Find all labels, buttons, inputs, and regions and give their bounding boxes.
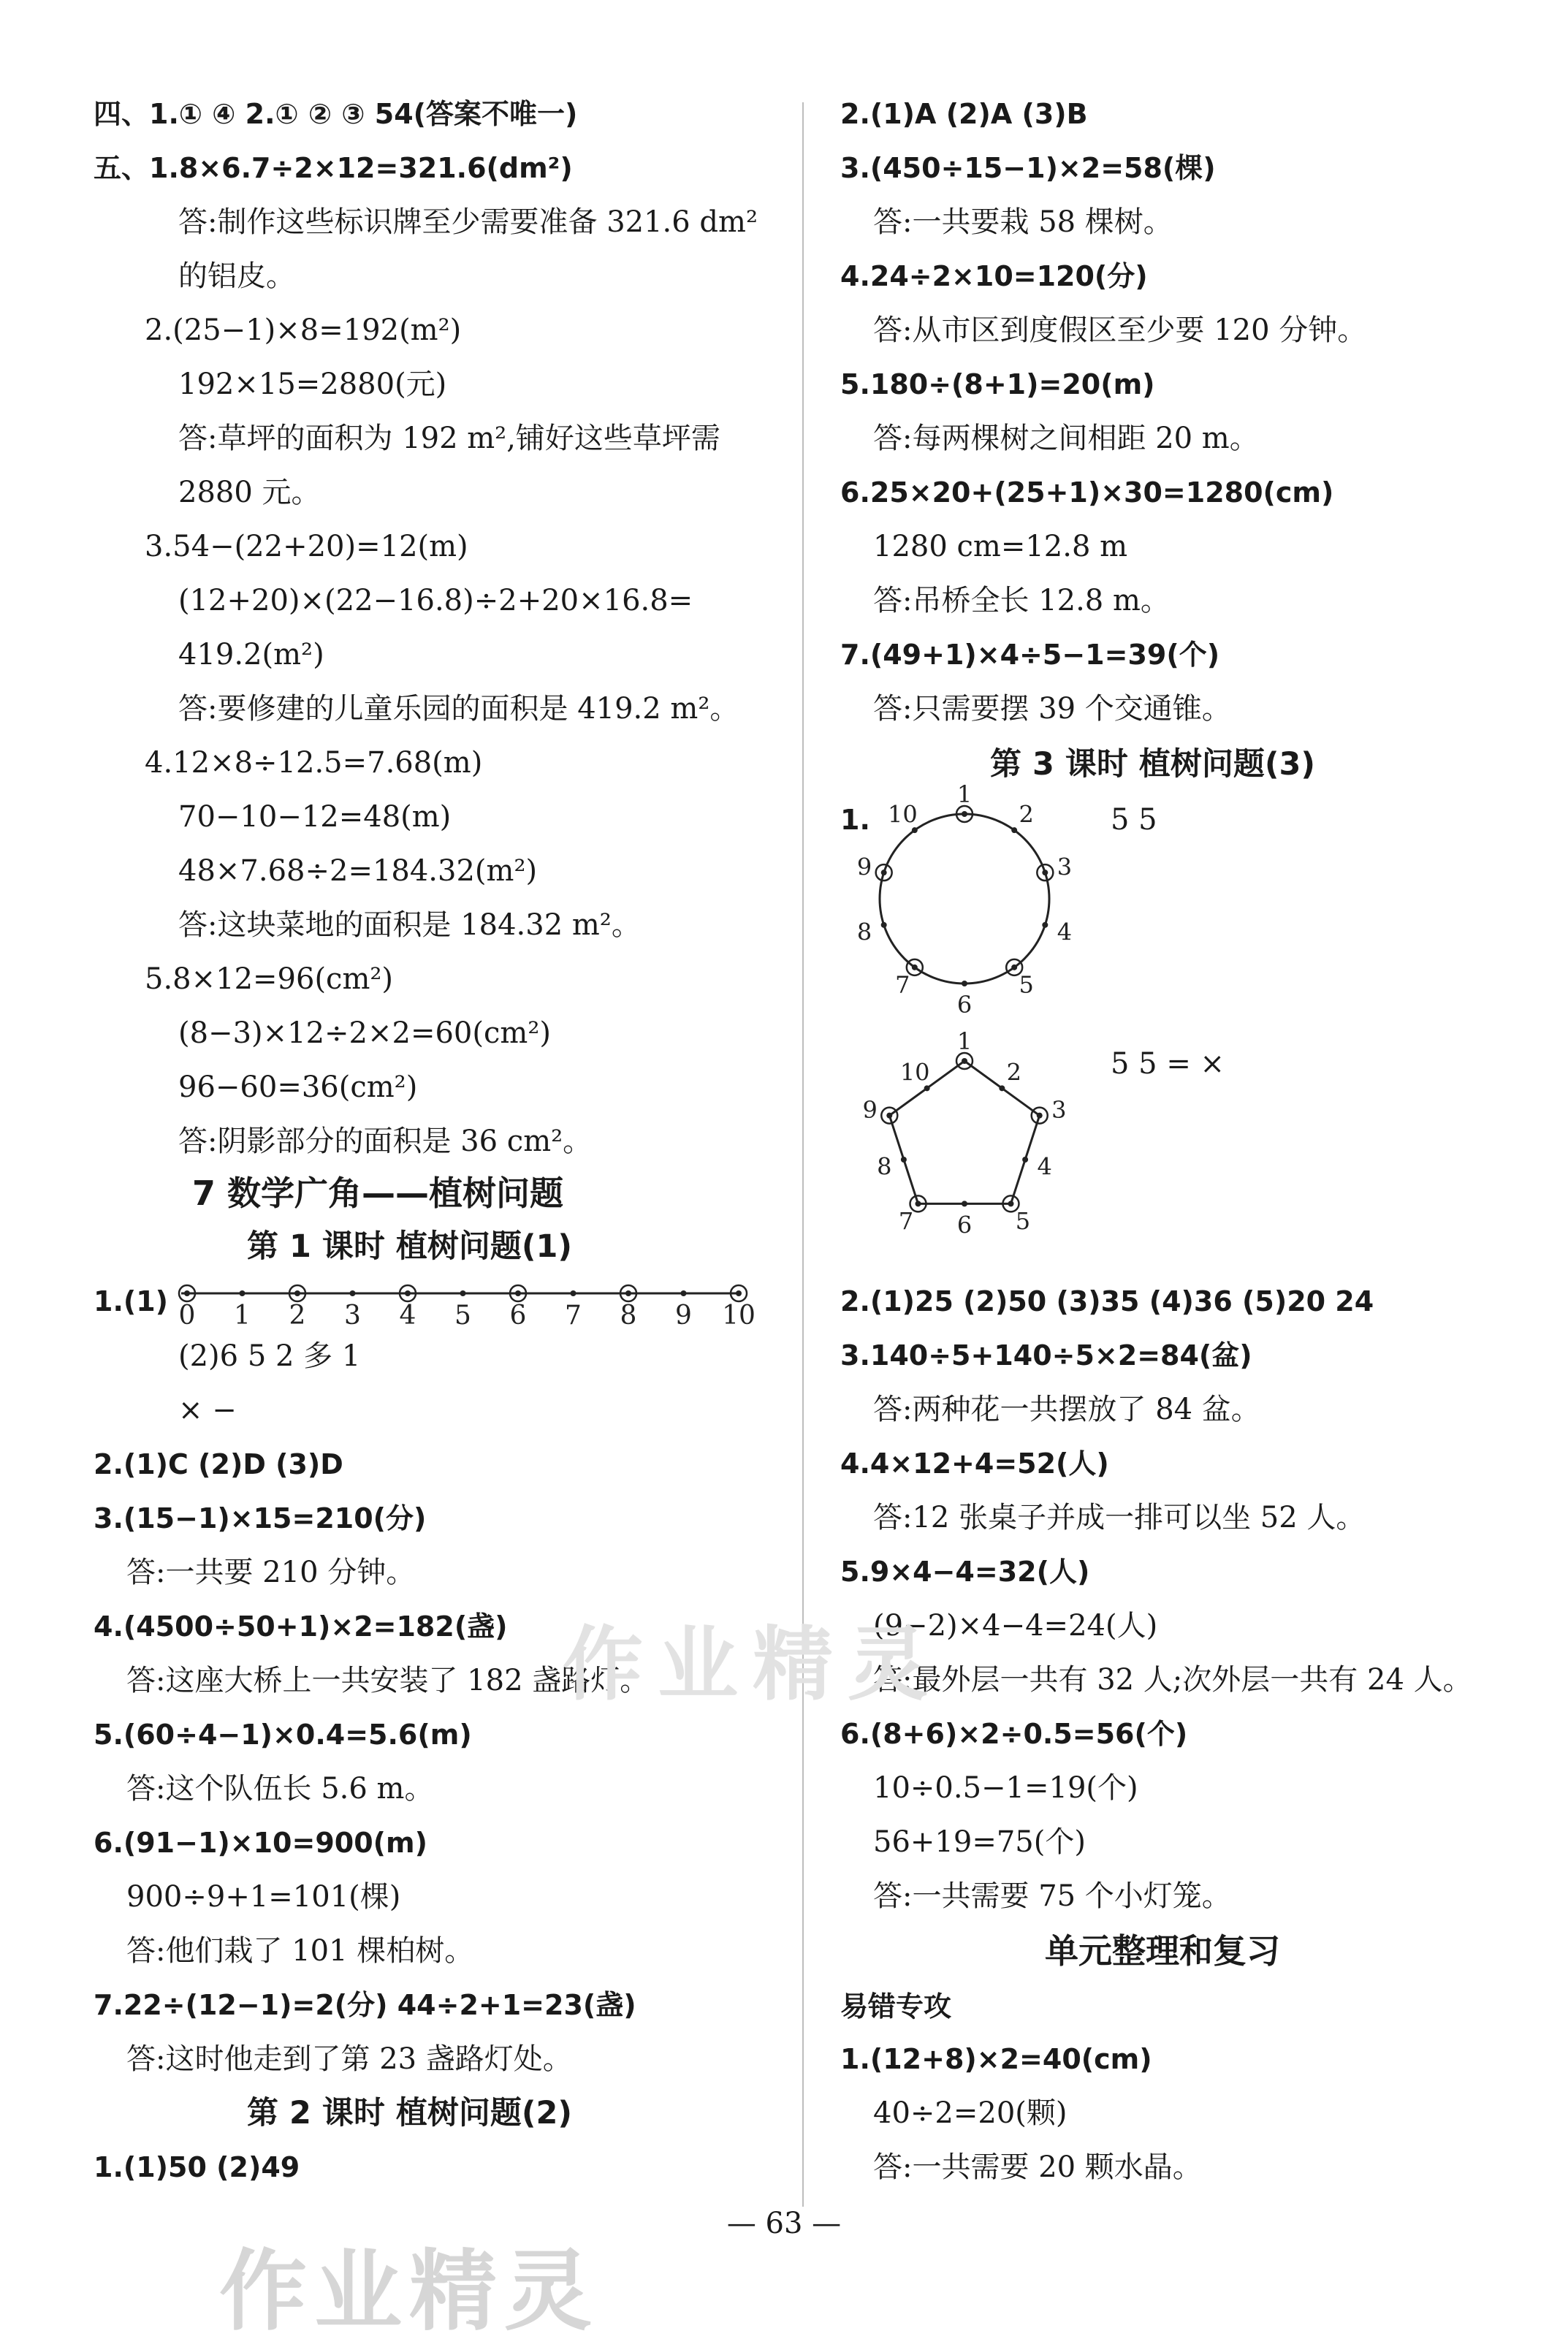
answer-line: 答:要修建的儿童乐园的面积是 419.2 m²。 bbox=[178, 692, 739, 726]
answer-line: 答:这块菜地的面积是 184.32 m²。 bbox=[178, 908, 641, 942]
pentagon-planting-figure bbox=[862, 1027, 1067, 1242]
answer-line: 答:一共要 210 分钟。 bbox=[126, 1556, 416, 1589]
answer-line: 答:一共需要 75 个小灯笼。 bbox=[873, 1879, 1231, 1913]
answer-line: (9−2)×4−4=24(人) bbox=[873, 1609, 1158, 1643]
answer-line: 答:吊桥全长 12.8 m。 bbox=[873, 584, 1170, 617]
column-divider bbox=[802, 102, 804, 2207]
answer-line: 2.(25−1)×8=192(m²) bbox=[145, 313, 462, 347]
answer-line: 答:阴影部分的面积是 36 cm²。 bbox=[178, 1125, 593, 1158]
circle-label: 1 bbox=[956, 780, 973, 808]
answer-line: 6.25×20+(25+1)×30=1280(cm) bbox=[840, 476, 1334, 509]
section-title: 单元整理和复习 bbox=[1045, 1931, 1280, 1971]
pentagon-label: 4 bbox=[1037, 1152, 1052, 1181]
pentagon-point bbox=[1008, 1201, 1013, 1206]
answer-line: 5.(60÷4−1)×0.4=5.6(m) bbox=[94, 1719, 472, 1751]
answer-line: 五、1.8×6.7÷2×12=321.6(dm²) bbox=[94, 152, 573, 184]
circle-label: 10 bbox=[887, 800, 918, 829]
number-line-label: 9 bbox=[675, 1301, 692, 1331]
pentagon-label: 8 bbox=[877, 1152, 892, 1181]
answer-line: 5.9×4−4=32(人) bbox=[840, 1556, 1090, 1588]
blank-answer: 5 5 = × bbox=[1111, 1047, 1225, 1081]
answer-line: 3.54−(22+20)=12(m) bbox=[145, 530, 468, 563]
blank-answer: 5 5 bbox=[1111, 803, 1157, 837]
answer-line: 答:一共要栽 58 棵树。 bbox=[873, 205, 1173, 239]
number-line-point bbox=[571, 1290, 576, 1296]
answer-line: 70−10−12=48(m) bbox=[178, 800, 452, 834]
circle-label: 5 bbox=[1019, 970, 1034, 999]
circle-point bbox=[962, 981, 967, 986]
pentagon-label: 1 bbox=[956, 1027, 973, 1055]
question-label: 1.(1) bbox=[94, 1285, 169, 1317]
answer-line: 答:他们栽了 101 棵柏树。 bbox=[126, 1934, 474, 1968]
answer-line: 3.140÷5+140÷5×2=84(盆) bbox=[840, 1339, 1252, 1372]
answer-line: (8−3)×12÷2×2=60(cm²) bbox=[178, 1016, 551, 1050]
answer-line: 48×7.68÷2=184.32(m²) bbox=[178, 854, 538, 888]
pentagon-label: 5 bbox=[1015, 1207, 1031, 1236]
answer-line: 的铝皮。 bbox=[178, 259, 295, 293]
pentagon-point bbox=[962, 1201, 967, 1206]
number-line-label: 7 bbox=[565, 1301, 582, 1331]
answer-line: 4.24÷2×10=120(分) bbox=[840, 260, 1148, 292]
circle-point bbox=[1011, 827, 1017, 833]
answer-line: 5.180÷(8+1)=20(m) bbox=[840, 368, 1155, 400]
answer-line: 2.(1)25 (2)50 (3)35 (4)36 (5)20 24 bbox=[840, 1285, 1374, 1317]
pentagon-point bbox=[1022, 1157, 1028, 1163]
pentagon-label: 3 bbox=[1051, 1095, 1067, 1124]
pentagon-label: 6 bbox=[956, 1211, 973, 1239]
number-line-label: 3 bbox=[344, 1301, 361, 1331]
circle-point bbox=[1042, 922, 1048, 928]
answer-line: 6.(91−1)×10=900(m) bbox=[94, 1827, 427, 1859]
number-line-point bbox=[681, 1290, 687, 1296]
answer-line: 3.(15−1)×15=210(分) bbox=[94, 1502, 427, 1534]
circle-label: 6 bbox=[956, 991, 973, 1019]
answer-line: 2.(1)C (2)D (3)D bbox=[94, 1448, 343, 1480]
pentagon-label: 7 bbox=[898, 1207, 914, 1236]
number-line-point bbox=[736, 1290, 742, 1296]
answer-line: 四、1.① ④ 2.① ② ③ 54(答案不唯一) bbox=[94, 98, 578, 130]
answer-line: 7.(49+1)×4÷5−1=39(个) bbox=[840, 639, 1220, 671]
pentagon-point bbox=[999, 1085, 1005, 1091]
watermark-mid: 作业精灵 bbox=[563, 1618, 943, 1711]
answer-line: 4.(4500÷50+1)×2=182(盏) bbox=[94, 1610, 508, 1643]
circle-point bbox=[912, 965, 918, 970]
answer-line: 7.22÷(12−1)=2(分) 44÷2+1=23(盏) bbox=[94, 1989, 636, 2021]
pentagon-point bbox=[916, 1201, 921, 1206]
answer-line: 答:这时他走到了第 23 盏路灯处。 bbox=[126, 2042, 572, 2076]
circle-point bbox=[962, 811, 967, 817]
answer-line: 419.2(m²) bbox=[178, 638, 324, 672]
number-line-label: 1 bbox=[234, 1301, 251, 1331]
subsection-title: 易错专攻 bbox=[840, 1990, 952, 2023]
answer-line: 答:制作这些标识牌至少需要准备 321.6 dm² bbox=[178, 205, 758, 239]
answer-line: 答:草坪的面积为 192 m²,铺好这些草坪需 bbox=[178, 422, 720, 455]
answer-line: 10÷0.5−1=19(个) bbox=[873, 1771, 1138, 1805]
answer-line: 答:一共需要 20 颗水晶。 bbox=[873, 2150, 1202, 2184]
answer-line: (2)6 5 2 多 1 bbox=[178, 1339, 361, 1373]
answer-line: 900÷9+1=101(棵) bbox=[126, 1880, 401, 1914]
number-line-point bbox=[460, 1290, 466, 1296]
answer-line: × − bbox=[178, 1393, 237, 1427]
answer-line: 答:只需要摆 39 个交通锥。 bbox=[873, 692, 1231, 726]
pentagon-point bbox=[886, 1113, 892, 1119]
number-line-point bbox=[405, 1290, 411, 1296]
answer-line: 答:每两棵树之间相距 20 m。 bbox=[873, 422, 1259, 455]
circle-point bbox=[881, 870, 887, 875]
answer-line: 6.(8+6)×2÷0.5=56(个) bbox=[840, 1718, 1188, 1750]
circle-point bbox=[1042, 870, 1048, 875]
answer-line: 4.12×8÷12.5=7.68(m) bbox=[145, 746, 483, 780]
answer-line: 2.(1)A (2)A (3)B bbox=[840, 98, 1088, 130]
number-line-point bbox=[350, 1290, 356, 1296]
answer-line: 答:最外层一共有 32 人;次外层一共有 24 人。 bbox=[873, 1663, 1472, 1697]
number-line-label: 0 bbox=[178, 1301, 196, 1331]
answer-line: 3.(450÷15−1)×2=58(棵) bbox=[840, 152, 1216, 184]
answer-line: 4.4×12+4=52(人) bbox=[840, 1448, 1109, 1480]
circle-label: 7 bbox=[895, 970, 910, 999]
circle-planting-figure bbox=[856, 780, 1073, 1019]
watermark-logo: 作业精灵 bbox=[219, 2241, 599, 2343]
circle-point bbox=[881, 922, 887, 928]
page-number: — 63 — bbox=[726, 2207, 842, 2240]
number-line-label: 6 bbox=[509, 1301, 527, 1331]
question-label: 1. bbox=[840, 804, 870, 836]
circle-label: 4 bbox=[1057, 918, 1073, 946]
pentagon-point bbox=[1037, 1113, 1043, 1119]
answer-line: 答:12 张桌子并成一排可以坐 52 人。 bbox=[873, 1501, 1366, 1534]
lesson-title: 第 1 课时 植树问题(1) bbox=[247, 1228, 573, 1265]
answer-line: 56+19=75(个) bbox=[873, 1825, 1086, 1859]
answer-line: (12+20)×(22−16.8)÷2+20×16.8= bbox=[178, 584, 693, 617]
number-line-label: 2 bbox=[289, 1301, 306, 1331]
number-line-point bbox=[184, 1290, 190, 1296]
number-line-label: 4 bbox=[399, 1301, 416, 1331]
number-line-point bbox=[625, 1290, 631, 1296]
number-line-point bbox=[515, 1290, 521, 1296]
answer-line: 96−60=36(cm²) bbox=[178, 1070, 418, 1104]
pentagon-point bbox=[962, 1058, 967, 1064]
answer-line: 答:这个队伍长 5.6 m。 bbox=[126, 1772, 434, 1806]
circle-label: 2 bbox=[1019, 800, 1034, 829]
chapter-title: 7 数学广角——植树问题 bbox=[192, 1174, 564, 1213]
answer-line: 1280 cm=12.8 m bbox=[873, 530, 1128, 563]
answer-line: 40÷2=20(颗) bbox=[873, 2096, 1067, 2130]
circle-label: 8 bbox=[856, 918, 872, 946]
answer-line: 1.(1)50 (2)49 bbox=[94, 2151, 300, 2183]
answer-line: 答:从市区到度假区至少要 120 分钟。 bbox=[873, 313, 1367, 347]
lesson-title: 第 2 课时 植树问题(2) bbox=[247, 2095, 573, 2131]
answer-line: 答:这座大桥上一共安装了 182 盏路灯。 bbox=[126, 1664, 650, 1697]
number-line-label: 8 bbox=[620, 1301, 637, 1331]
pentagon-label: 10 bbox=[899, 1058, 930, 1087]
answer-line: 1.(12+8)×2=40(cm) bbox=[840, 2043, 1152, 2075]
number-line-figure bbox=[175, 1276, 775, 1334]
circle-point bbox=[1011, 965, 1017, 970]
answer-line: 192×15=2880(元) bbox=[178, 368, 447, 401]
number-line-label: 10 bbox=[722, 1301, 756, 1331]
lesson-title: 第 3 课时 植树问题(3) bbox=[990, 746, 1316, 783]
pentagon-label: 9 bbox=[862, 1095, 878, 1124]
circle-label: 3 bbox=[1057, 853, 1073, 881]
answer-line: 5.8×12=96(cm²) bbox=[145, 962, 394, 996]
number-line-label: 5 bbox=[454, 1301, 471, 1331]
pentagon-point bbox=[901, 1157, 907, 1163]
number-line-point bbox=[240, 1290, 246, 1296]
pentagon-label: 2 bbox=[1006, 1058, 1021, 1087]
number-line-point bbox=[294, 1290, 300, 1296]
answer-line: 2880 元。 bbox=[178, 476, 321, 509]
circle-label: 9 bbox=[856, 853, 872, 881]
answer-line: 答:两种花一共摆放了 84 盆。 bbox=[873, 1393, 1260, 1426]
